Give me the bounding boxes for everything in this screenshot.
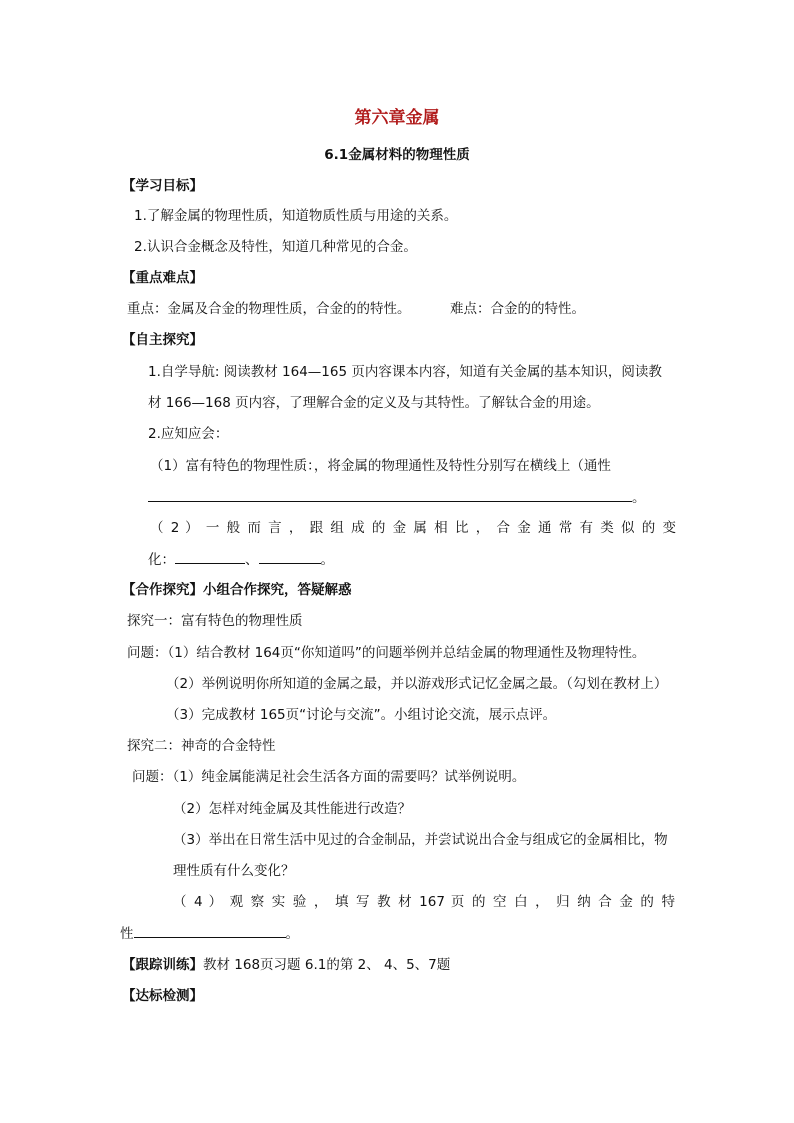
- period-mark: 。: [632, 490, 646, 506]
- answer-blank-2[interactable]: [259, 549, 321, 564]
- period-mark: 。: [320, 552, 334, 568]
- explore-1-question-1: 问题：（1）结合教材 164页“你知道吗”的问题举例并总结金属的物理通性及物理特性。: [127, 645, 646, 661]
- tracking-practice-row: [122, 955, 450, 975]
- key-points-text: 重点：金属及合金的物理性质，合金的的特性。: [127, 301, 411, 317]
- explore-2-question-3-line1: （3）举出在日常生活中见过的合金制品，并尝试说出合金与组成它的金属相比，物: [173, 832, 668, 848]
- heading-cooperative: [122, 580, 352, 600]
- explore-2-question-3-line2: 理性质有什么变化？: [173, 863, 295, 879]
- heading-assessment: 【达标检测】: [122, 988, 203, 1004]
- explore-2-question-4-line2: [120, 923, 299, 944]
- section-subtitle: 6.1金属材料的物理性质: [324, 147, 470, 163]
- heading-learning-goals: 【学习目标】: [122, 178, 203, 194]
- separator-mark: 、: [245, 552, 259, 568]
- heading-self-study: 【自主探究】: [122, 332, 203, 348]
- question-2-prefix: 化：: [148, 552, 175, 568]
- explore-2-question-4-line1: （ 4 ） 观 察 实 验 ， 填 写 教 材 167 页 的 空 白 ， 归 纳 合 金 的 特: [173, 894, 675, 910]
- answer-blank-1[interactable]: [175, 549, 245, 564]
- explore-1-question-2: （2）举例说明你所知道的金属之最，并以游戏形式记忆金属之最。（勾划在教材上）: [166, 676, 668, 692]
- self-study-item-2: 2.应知应会：: [148, 426, 229, 442]
- answer-blank-3[interactable]: [134, 923, 286, 938]
- self-study-item-1-line1: 1.自学导航: 阅读教材 164—165 页内容课本内容，知道有关金属的基本知识，阅读教: [148, 364, 662, 380]
- chapter-title: 第六章金属: [354, 108, 440, 128]
- answer-blank[interactable]: [148, 487, 632, 502]
- tracking-practice-text: 教材 168页习题 6.1的第 2、 4、5、7题: [203, 957, 451, 973]
- explore-2-question-1: 问题：（1）纯金属能满足社会生活各方面的需要吗？试举例说明。: [132, 769, 526, 785]
- heading-tracking-practice: 【跟踪训练】: [122, 957, 203, 973]
- answer-line-row: [148, 487, 646, 508]
- explore-2-question-2: （2）怎样对纯金属及其性能进行改造？: [173, 801, 412, 817]
- self-study-question-2-line1: （ 2 ） 一 般 而 言 ， 跟 组 成 的 金 属 相 比 ， 合 金 通 常 有 类 似 的 变: [150, 520, 676, 536]
- goal-item-2: 2.认识合金概念及特性，知道几种常见的合金。: [134, 239, 417, 255]
- self-study-question-2-line2: [148, 549, 334, 570]
- period-mark: 。: [285, 926, 299, 942]
- question-4-prefix: 性: [120, 926, 134, 942]
- heading-key-points: 【重点难点】: [122, 270, 203, 286]
- explore-1-question-3: （3）完成教材 165页“讨论与交流”。小组讨论交流，展示点评。: [166, 707, 557, 723]
- self-study-question-1: （1）富有特色的物理性质：，将金属的物理通性及特性分别写在横线上（通性: [150, 458, 611, 474]
- difficult-points-text: 难点：合金的的特性。: [450, 301, 585, 317]
- goal-item-1: 1.了解金属的物理性质，知道物质性质与用途的关系。: [134, 208, 458, 224]
- explore-1-title: 探究一：富有特色的物理性质: [127, 613, 303, 629]
- cooperative-text: 【合作探究】小组合作探究，答疑解惑: [122, 582, 352, 598]
- explore-2-title: 探究二：神奇的合金特性: [127, 738, 276, 754]
- self-study-item-1-line2: 材 166—168 页内容，了理解合金的定义及与其特性。了解钛合金的用途。: [148, 395, 600, 411]
